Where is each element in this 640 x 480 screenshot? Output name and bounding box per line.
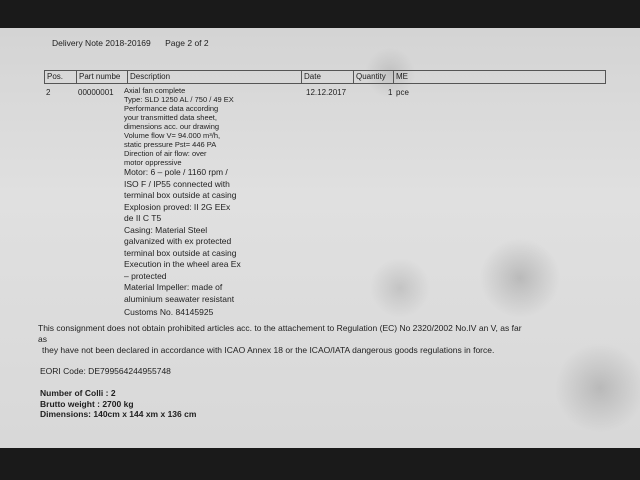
description-line: terminal box outside at casing (124, 247, 237, 258)
description-line: your transmitted data sheet, (124, 113, 217, 122)
description-line: – protected (124, 270, 167, 281)
description-line: Motor: 6 – pole / 1160 rpm / (124, 167, 228, 177)
consignment-line: This consignment does not obtain prohibited articles acc. to the attachement to Regulation (EC) No 2320/2002 No.IV an V, as far (38, 323, 522, 333)
col-quantity: Quantity (354, 71, 394, 83)
dimensions: Dimensions: 140cm x 144 xm x 136 cm (40, 409, 197, 419)
col-part-number: Part numbe (77, 71, 128, 83)
page-indicator: Page 2 of 2 (165, 38, 209, 48)
description-line: static pressure Pst= 446 PA (124, 140, 217, 149)
description-line: motor oppressive (124, 158, 182, 167)
shipment-totals (40, 388, 196, 420)
col-date: Date (302, 71, 354, 83)
col-pos: Pos. (45, 71, 77, 83)
description-line: Explosion proved: II 2G EEx (124, 201, 231, 212)
description-line: Execution in the wheel area Ex (124, 259, 241, 269)
document-header (52, 38, 209, 48)
row-part-number: 00000001 (78, 88, 114, 97)
customs-number: Customs No. 84145925 (124, 307, 214, 317)
description-line: Casing: Material Steel (124, 224, 208, 235)
row-date: 12.12.2017 (306, 88, 347, 97)
description-line: galvanized with ex protected (124, 236, 232, 246)
col-description: Description (128, 71, 302, 83)
description-line: de II C T5 (124, 213, 162, 223)
table-header (44, 70, 606, 84)
description-line: Performance data according (124, 104, 219, 113)
consignment-line: they have not been declared in accordance with ICAO Annex 18 or the ICAO/IATA dangerous goods regulations in force. (42, 345, 495, 355)
description-line: Volume flow V= 94.000 m³/h, (124, 131, 221, 140)
item-description (124, 86, 314, 319)
row-unit: pce (396, 88, 409, 97)
description-line: Axial fan complete (124, 86, 186, 95)
document-page (0, 28, 640, 448)
description-line: Type: SLD 1250 AL / 750 / 49 EX (124, 95, 234, 104)
description-line: dimensions acc. our drawing (124, 122, 220, 131)
consignment-statement (38, 323, 608, 356)
description-line: aluminium seawater resistant (124, 293, 235, 304)
col-unit: ME (396, 72, 408, 81)
description-line: terminal box outside at casing (124, 190, 237, 200)
colli-count: Number of Colli : 2 (40, 388, 116, 398)
consignment-line: as (38, 334, 47, 344)
description-line: ISO F / IP55 connected with (124, 178, 230, 189)
brutto-weight: Brutto weight : 2700 kg (40, 398, 134, 409)
row-pos: 2 (46, 88, 51, 97)
row-quantity: 1 (388, 88, 393, 97)
eori-code: EORI Code: DE799564244955748 (40, 366, 171, 376)
description-line: Material Impeller: made of (124, 282, 223, 292)
delivery-note-number: Delivery Note 2018-20169 (52, 38, 151, 48)
description-line: Direction of air flow: over (124, 149, 207, 158)
